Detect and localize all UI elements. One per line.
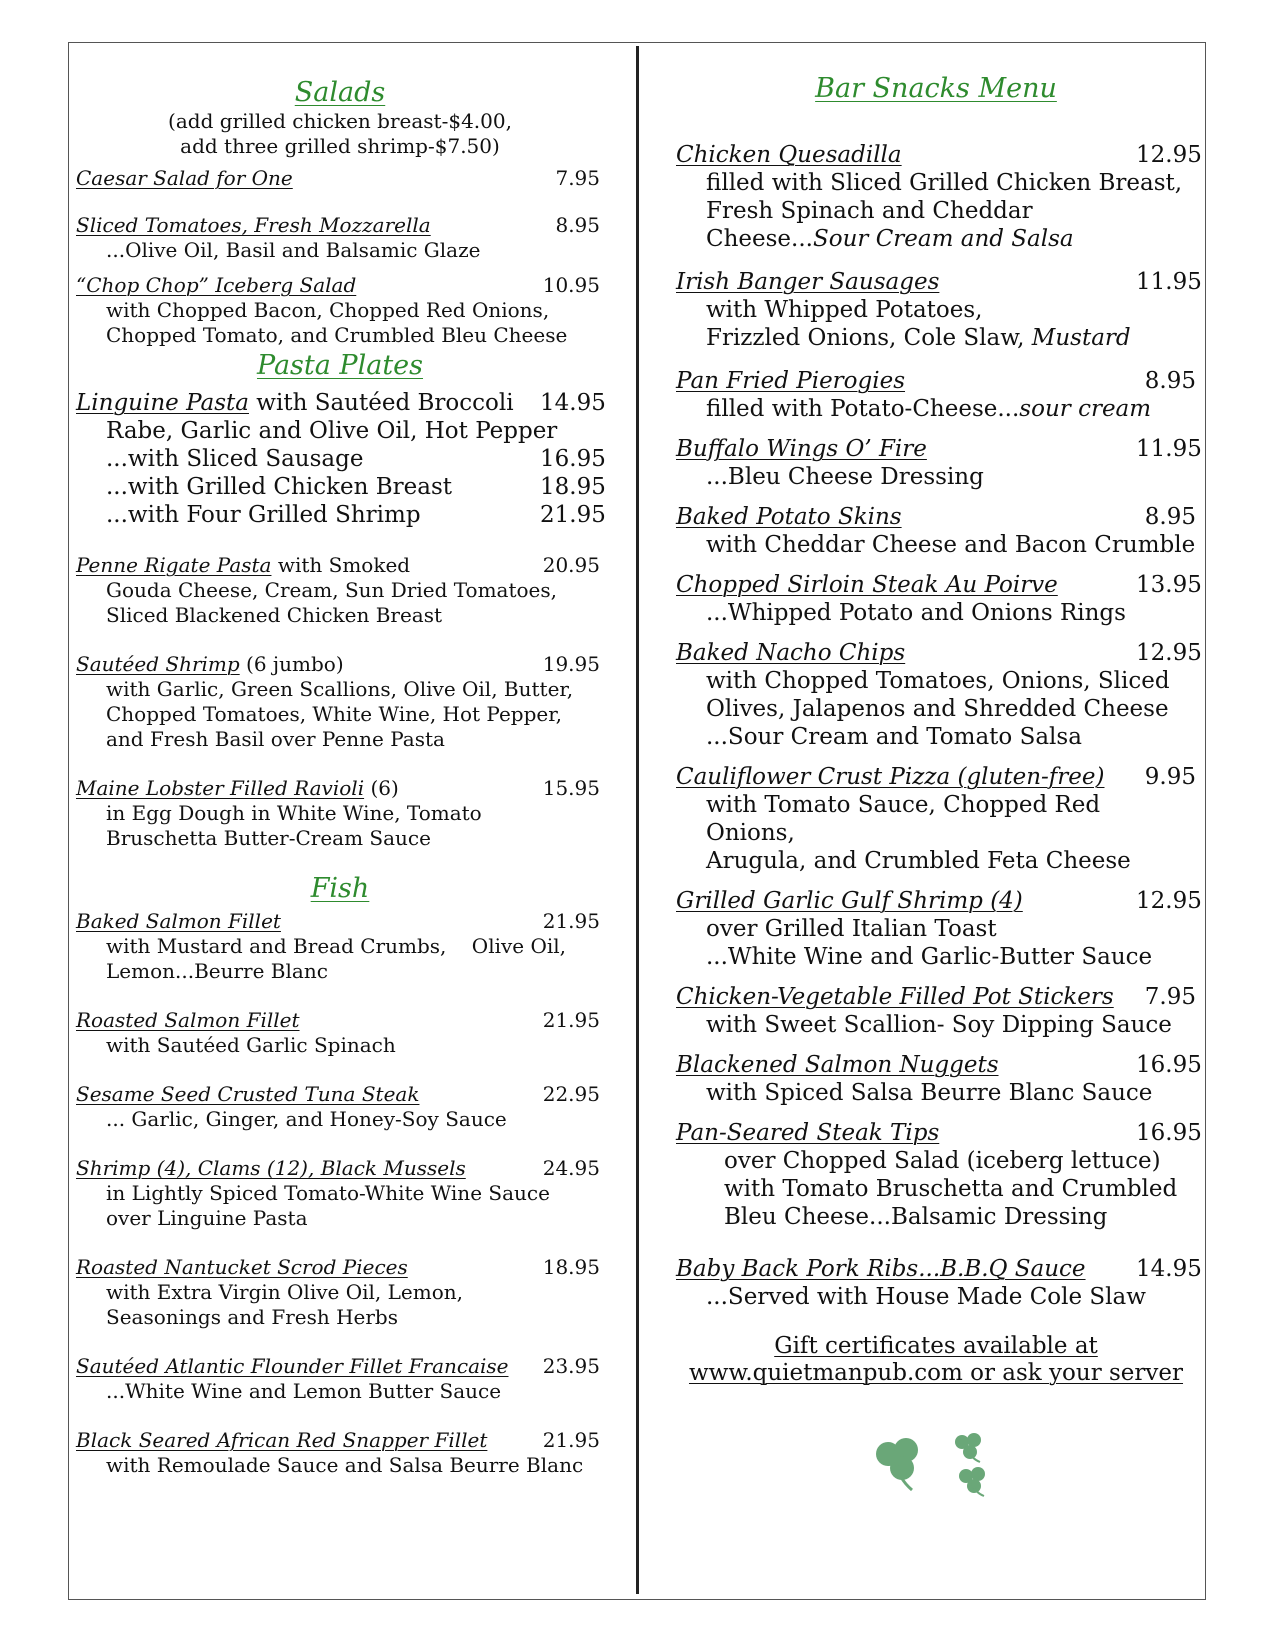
item-price: 14.95 — [1136, 1256, 1202, 1282]
description-italic: Mustard — [1031, 325, 1131, 351]
item-price: 21.95 — [542, 1428, 600, 1452]
item-description: Rabe, Garlic and Olive Oil, Hot Pepper — [106, 418, 558, 444]
option-price: 21.95 — [540, 502, 606, 528]
option-label: ...with Grilled Chicken Breast — [106, 474, 453, 500]
item-price: 7.95 — [1144, 984, 1196, 1010]
item-description: ...Served with House Made Cole Slaw — [706, 1284, 1146, 1310]
item-option — [76, 473, 604, 501]
item-description: Arugula, and Crumbled Feta Cheese — [706, 848, 1131, 874]
item-price: 13.95 — [1136, 572, 1202, 598]
item-price: 10.95 — [542, 273, 600, 297]
item-description: with Extra Virgin Olive Oil, Lemon, — [106, 1280, 463, 1304]
menu-item — [676, 639, 1202, 751]
item-description: Olives, Jalapenos and Shredded Cheese — [706, 696, 1169, 722]
option-label: ...with Four Grilled Shrimp — [106, 502, 421, 528]
column-divider — [636, 46, 639, 1594]
menu-item — [76, 1008, 604, 1058]
item-description: Chopped Tomato, and Crumbled Bleu Cheese — [106, 323, 568, 347]
item-description: with Tomato Sauce, Chopped Red Onions, — [706, 792, 1101, 846]
menu-item — [76, 553, 604, 628]
description-text: Cheese... — [706, 226, 813, 252]
menu-item — [76, 273, 604, 348]
item-name: Roasted Nantucket Scrod Pieces — [76, 1255, 408, 1279]
item-description: with Tomato Bruschetta and Crumbled — [724, 1176, 1178, 1202]
menu-item — [676, 435, 1202, 491]
item-description: over Chopped Salad (iceberg lettuce) — [724, 1148, 1161, 1174]
item-description: Bleu Cheese...Balsamic Dressing — [724, 1204, 1108, 1230]
item-description: with Chopped Tomatoes, Onions, Sliced — [706, 668, 1170, 694]
item-name: Pan-Seared Steak Tips — [676, 1120, 940, 1146]
item-price: 11.95 — [1136, 436, 1202, 462]
item-description: ...Bleu Cheese Dressing — [706, 464, 984, 490]
item-name: Blackened Salmon Nuggets — [676, 1052, 999, 1078]
salads-heading: Salads — [294, 77, 386, 108]
menu-item — [676, 571, 1202, 627]
pasta-heading: Pasta Plates — [256, 350, 424, 381]
item-name: “Chop Chop” Iceberg Salad — [76, 273, 357, 297]
menu-item — [676, 763, 1196, 875]
item-description: with Chopped Bacon, Chopped Red Onions, — [106, 298, 550, 322]
item-price: 8.95 — [555, 213, 600, 237]
menu-item — [76, 652, 604, 752]
menu-item — [76, 1354, 604, 1404]
item-name: Caesar Salad for One — [76, 166, 293, 190]
item-price: 23.95 — [542, 1354, 600, 1378]
item-name: Irish Banger Sausages — [676, 269, 940, 295]
item-price: 14.95 — [540, 390, 606, 416]
item-price: 24.95 — [542, 1156, 600, 1180]
bar-snacks-heading: Bar Snacks Menu — [815, 73, 1057, 104]
item-description: and Fresh Basil over Penne Pasta — [106, 727, 445, 751]
gift-line-1: Gift certificates available at — [774, 1333, 1098, 1359]
menu-item — [676, 503, 1196, 559]
item-description: with Sautéed Garlic Spinach — [106, 1033, 396, 1057]
item-description — [676, 324, 1196, 352]
menu-item — [76, 1082, 604, 1132]
item-description: over Grilled Italian Toast — [706, 916, 997, 942]
item-price: 12.95 — [1136, 888, 1202, 914]
gift-link[interactable]: www.quietmanpub.com or ask your server — [688, 1360, 1184, 1386]
item-price: 9.95 — [1144, 764, 1196, 790]
item-name: Buffalo Wings O’ Fire — [676, 436, 927, 462]
item-price: 12.95 — [1136, 142, 1202, 168]
item-name: Baked Potato Skins — [676, 504, 902, 530]
item-description: with Whipped Potatoes, — [706, 297, 983, 323]
item-name: Sesame Seed Crusted Tuna Steak — [76, 1082, 420, 1106]
item-description: over Linguine Pasta — [106, 1206, 308, 1230]
item-name-suffix: (6) — [364, 776, 399, 800]
item-description: in Lightly Spiced Tomato-White Wine Sauce — [106, 1181, 550, 1205]
item-price: 16.95 — [1136, 1120, 1202, 1146]
item-name: Chicken Quesadilla — [676, 142, 902, 168]
item-description: ...White Wine and Garlic-Butter Sauce — [706, 944, 1153, 970]
salads-note-line2: add three grilled shrimp-$7.50) — [180, 134, 500, 158]
item-description: Gouda Cheese, Cream, Sun Dried Tomatoes, — [106, 578, 558, 602]
item-price: 8.95 — [1144, 504, 1196, 530]
menu-item — [76, 1428, 604, 1478]
item-option — [76, 501, 604, 529]
item-name: Grilled Garlic Gulf Shrimp (4) — [676, 888, 1023, 914]
item-name: Chopped Sirloin Steak Au Poirve — [676, 572, 1058, 598]
item-name: Cauliflower Crust Pizza (gluten-free) — [676, 764, 1105, 790]
description-italic: sour cream — [1019, 396, 1152, 422]
item-description — [676, 225, 1196, 253]
menu-item — [676, 141, 1202, 253]
shamrock-icon — [862, 1432, 1012, 1500]
item-description: with Garlic, Green Scallions, Olive Oil, Butter, — [106, 677, 574, 701]
menu-item — [76, 909, 604, 984]
item-name-suffix: with Smoked — [271, 553, 411, 577]
item-name: Roasted Salmon Fillet — [76, 1008, 300, 1032]
menu-item — [676, 887, 1202, 971]
menu-item — [676, 983, 1196, 1039]
menu-item — [76, 1156, 604, 1231]
item-name: Linguine Pasta — [76, 390, 249, 416]
item-price: 19.95 — [542, 652, 600, 676]
item-description: ... Garlic, Ginger, and Honey-Soy Sauce — [106, 1107, 507, 1131]
item-name: Baked Salmon Fillet — [76, 909, 281, 933]
item-description: with Spiced Salsa Beurre Blanc Sauce — [706, 1080, 1153, 1106]
item-description: ...Sour Cream and Tomato Salsa — [706, 724, 1082, 750]
option-label: ...with Sliced Sausage — [106, 446, 364, 472]
item-name: Chicken-Vegetable Filled Pot Stickers — [676, 984, 1114, 1010]
item-price: 7.95 — [555, 166, 600, 190]
item-price: 21.95 — [542, 909, 600, 933]
item-price: 18.95 — [542, 1255, 600, 1279]
menu-item — [76, 213, 604, 263]
menu-item — [676, 1051, 1202, 1107]
item-price: 12.95 — [1136, 640, 1202, 666]
item-name: Sautéed Atlantic Flounder Fillet Francaise — [76, 1354, 509, 1378]
item-description: Seasonings and Fresh Herbs — [106, 1305, 398, 1329]
item-name-suffix: (6 jumbo) — [239, 652, 344, 676]
menu-item — [676, 268, 1202, 352]
right-column — [676, 70, 1202, 1387]
item-name: Black Seared African Red Snapper Fillet — [76, 1428, 488, 1452]
item-name: Baked Nacho Chips — [676, 640, 906, 666]
item-name: Sautéed Shrimp — [76, 652, 240, 676]
description-italic: Sour Cream and Salsa — [812, 226, 1074, 252]
menu-item — [676, 367, 1196, 423]
item-description: Sliced Blackened Chicken Breast — [106, 603, 443, 627]
item-description: Bruschetta Butter-Cream Sauce — [106, 826, 431, 850]
menu-item — [76, 776, 604, 851]
item-price: 8.95 — [1144, 368, 1196, 394]
item-name: Penne Rigate Pasta — [76, 553, 272, 577]
item-price: 16.95 — [1136, 1052, 1202, 1078]
salads-note-line1: (add grilled chicken breast-$4.00, — [168, 109, 512, 133]
menu-item — [76, 1255, 604, 1330]
item-description: ...White Wine and Lemon Butter Sauce — [106, 1379, 502, 1403]
item-price: 15.95 — [542, 776, 600, 800]
option-price: 16.95 — [540, 446, 606, 472]
item-name: Maine Lobster Filled Ravioli — [76, 776, 365, 800]
item-option — [76, 445, 604, 473]
item-description: with Remoulade Sauce and Salsa Beurre Blanc — [106, 1453, 584, 1477]
item-description: ...Whipped Potato and Onions Rings — [706, 600, 1126, 626]
item-name: Pan Fried Pierogies — [676, 368, 906, 394]
item-description: with Sweet Scallion- Soy Dipping Sauce — [706, 1012, 1172, 1038]
item-price: 11.95 — [1136, 269, 1202, 295]
item-price: 20.95 — [542, 553, 600, 577]
item-name: Shrimp (4), Clams (12), Black Mussels — [76, 1156, 466, 1180]
item-description: ...Olive Oil, Basil and Balsamic Glaze — [106, 238, 481, 262]
item-name: Baby Back Pork Ribs...B.B.Q Sauce — [676, 1256, 1086, 1282]
item-description: with Cheddar Cheese and Bacon Crumble — [706, 532, 1196, 558]
menu-item — [76, 166, 604, 191]
left-column — [76, 72, 604, 1478]
item-description: filled with Sliced Grilled Chicken Breast, — [706, 170, 1183, 196]
item-description — [676, 395, 1196, 423]
item-description: Fresh Spinach and Cheddar — [706, 198, 1033, 224]
description-text: Frizzled Onions, Cole Slaw, — [706, 325, 1032, 351]
menu-item — [676, 1119, 1202, 1231]
fish-heading: Fish — [310, 873, 370, 904]
gift-certificates-note — [676, 1333, 1196, 1387]
description-text: filled with Potato-Cheese... — [706, 396, 1020, 422]
item-name: Sliced Tomatoes, Fresh Mozzarella — [76, 213, 431, 237]
menu-item — [676, 1255, 1202, 1311]
menu-item — [76, 389, 604, 529]
item-description: in Egg Dough in White Wine, Tomato — [106, 801, 482, 825]
item-description: with Mustard and Bread Crumbs, Olive Oil, — [106, 934, 567, 958]
item-price: 22.95 — [542, 1082, 600, 1106]
item-description: Chopped Tomatoes, White Wine, Hot Pepper, — [106, 702, 562, 726]
option-price: 18.95 — [540, 474, 606, 500]
item-description: Lemon...Beurre Blanc — [106, 959, 328, 983]
item-price: 21.95 — [542, 1008, 600, 1032]
item-name-suffix: with Sautéed Broccoli — [248, 390, 514, 416]
